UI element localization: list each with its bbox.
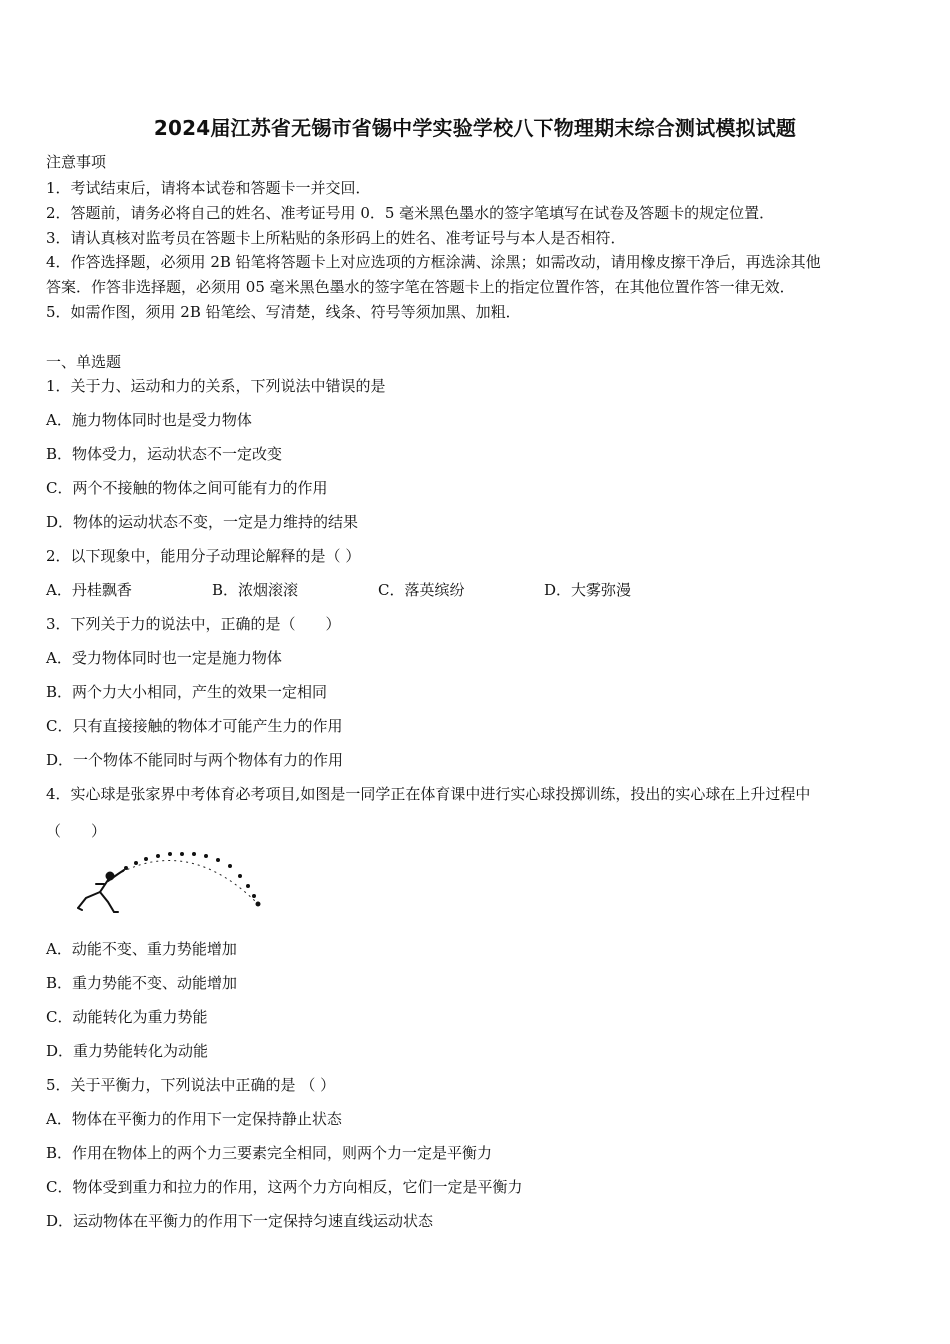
option-c: C．动能转化为重力势能 xyxy=(46,1008,208,1026)
notice-item: 5．如需作图，须用 2B 铅笔绘、写清楚，线条、符号等须加黑、加粗． xyxy=(46,303,521,321)
notice-item: 4．作答选择题，必须用 2B 铅笔将答题卡上对应选项的方框涂满、涂黑；如需改动，请用橡皮擦干净后，再选涂其他 xyxy=(46,253,821,271)
shot-put-illustration xyxy=(74,846,274,918)
option-c: C．落英缤纷 xyxy=(378,581,465,599)
option-d: D．物体的运动状态不变，一定是力维持的结果 xyxy=(46,513,359,531)
question-stem: 4．实心球是张家界中考体育必考项目,如图是一同学正在体育课中进行实心球投掷训练，投出的实心球在上升过程中 xyxy=(46,785,811,803)
notice-heading: 注意事项 xyxy=(46,153,107,171)
trajectory-dots xyxy=(124,852,261,907)
option-b: B．物体受力，运动状态不一定改变 xyxy=(46,445,283,463)
option-b: B．作用在物体上的两个力三要素完全相同，则两个力一定是平衡力 xyxy=(46,1144,493,1162)
option-row xyxy=(46,580,631,600)
option-d: D．大雾弥漫 xyxy=(544,581,632,599)
option-a: A．施力物体同时也是受力物体 xyxy=(46,411,252,429)
option-d: D．重力势能转化为动能 xyxy=(46,1042,209,1060)
option-a: A．动能不变、重力势能增加 xyxy=(46,940,237,958)
notice-item: 1．考试结束后，请将本试卷和答题卡一并交回． xyxy=(46,179,371,197)
option-a: A．受力物体同时也一定是施力物体 xyxy=(46,649,282,667)
section-heading: 一、单选题 xyxy=(46,353,122,371)
athlete-figure xyxy=(78,870,124,912)
question-stem: 3．下列关于力的说法中，正确的是（ ） xyxy=(46,615,341,633)
option-b: B．两个力大小相同，产生的效果一定相同 xyxy=(46,683,328,701)
question-stem: 2．以下现象中，能用分子动理论解释的是（ ） xyxy=(46,547,361,565)
notice-item: 答案．作答非选择题，必须用 05 毫米黑色墨水的签字笔在答题卡上的指定位置作答，在其他位置作答一律无效． xyxy=(46,278,795,296)
option-b: B．重力势能不变、动能增加 xyxy=(46,974,238,992)
trajectory-path xyxy=(122,860,258,904)
option-c: C．只有直接接触的物体才可能产生力的作用 xyxy=(46,717,343,735)
option-d: D．一个物体不能同时与两个物体有力的作用 xyxy=(46,751,344,769)
page-title: 2024届江苏省无锡市省锡中学实验学校八下物理期末综合测试模拟试题 xyxy=(153,116,797,140)
option-d: D．运动物体在平衡力的作用下一定保持匀速直线运动状态 xyxy=(46,1212,434,1230)
notice-item: 3．请认真核对监考员在答题卡上所粘贴的条形码上的姓名、准考证号与本人是否相符． xyxy=(46,229,626,247)
option-a: A．物体在平衡力的作用下一定保持静止状态 xyxy=(46,1110,342,1128)
option-c: C．物体受到重力和拉力的作用，这两个力方向相反，它们一定是平衡力 xyxy=(46,1178,523,1196)
question-stem-tail: （ ） xyxy=(46,822,107,840)
option-a: A．丹桂飘香 xyxy=(46,581,132,599)
question-stem: 1．关于力、运动和力的关系，下列说法中错误的是 xyxy=(46,377,386,395)
question-stem: 5．关于平衡力，下列说法中正确的是 （ ） xyxy=(46,1076,336,1094)
option-c: C．两个不接触的物体之间可能有力的作用 xyxy=(46,479,328,497)
notice-item: 2．答题前，请务必将自己的姓名、准考证号用 0．5 毫米黑色墨水的签字笔填写在试卷及答题卡的规定位置． xyxy=(46,204,775,222)
option-b: B．浓烟滚滚 xyxy=(212,581,299,599)
